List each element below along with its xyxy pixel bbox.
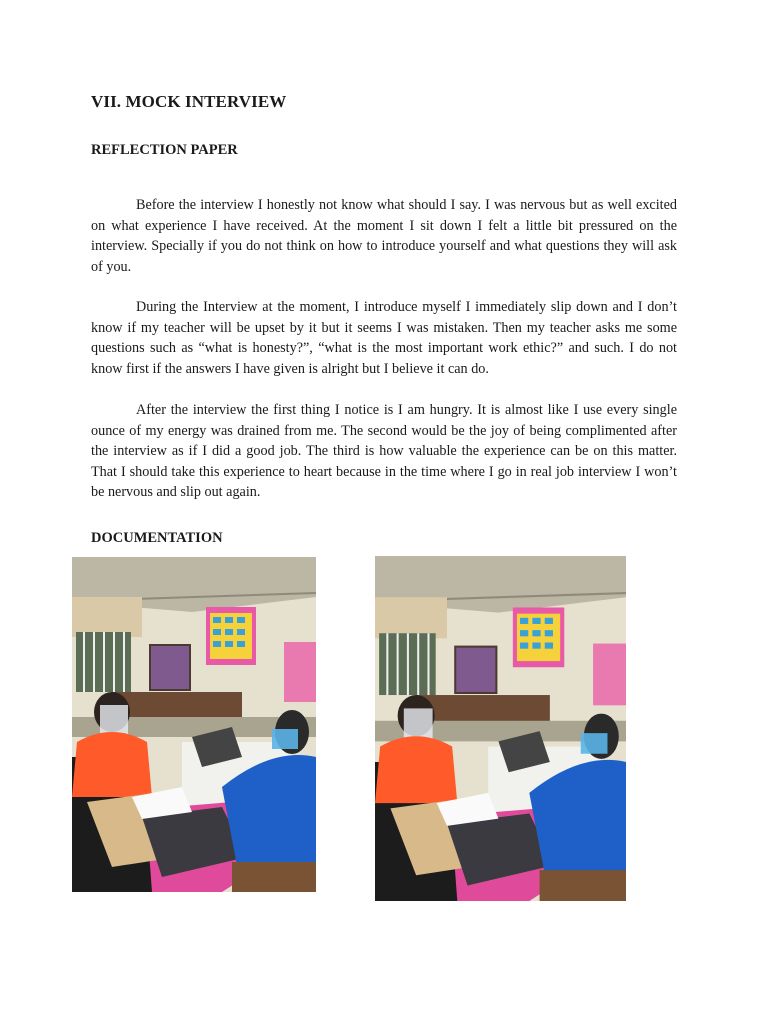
- paragraph-1: Before the interview I honestly not know what should I say. I was nervous but as well excited on what experience I have received. At the moment I sit down I felt a little bit pressured on the interview. Specially if you do not think on how to introduce yourself and what questions they will ask of you.: [91, 197, 677, 275]
- paragraph-3: After the interview the first thing I notice is I am hungry. It is almost like I use every single ounce of my energy was drained from me. The second would be the joy of being complimented after the interview as if I did a good job. The third is how valuable the experience can be on this matter. That I should take this experience to heart because in the time where I go in real job interview I won’t be nervous and slip out again.: [91, 402, 677, 501]
- interview-photo-2: [375, 556, 626, 901]
- reflection-heading: REFLECTION PAPER: [91, 142, 238, 158]
- section-title: VII. MOCK INTERVIEW: [91, 92, 287, 111]
- interview-photo-1: [72, 557, 316, 892]
- documentation-heading: DOCUMENTATION: [91, 530, 223, 546]
- classroom-scene-image: [72, 557, 316, 892]
- paragraph-2: During the Interview at the moment, I introduce myself I immediately slip down and I don’t know if my teacher will be upset by it but it seems I was mistaken. Then my teacher asks me some questions such as “what is honesty?”, “what is the most important work ethic?” and such. I do not know first if the answers I have given is alright but I believe it can do.: [91, 299, 677, 377]
- classroom-scene-image: [375, 556, 626, 901]
